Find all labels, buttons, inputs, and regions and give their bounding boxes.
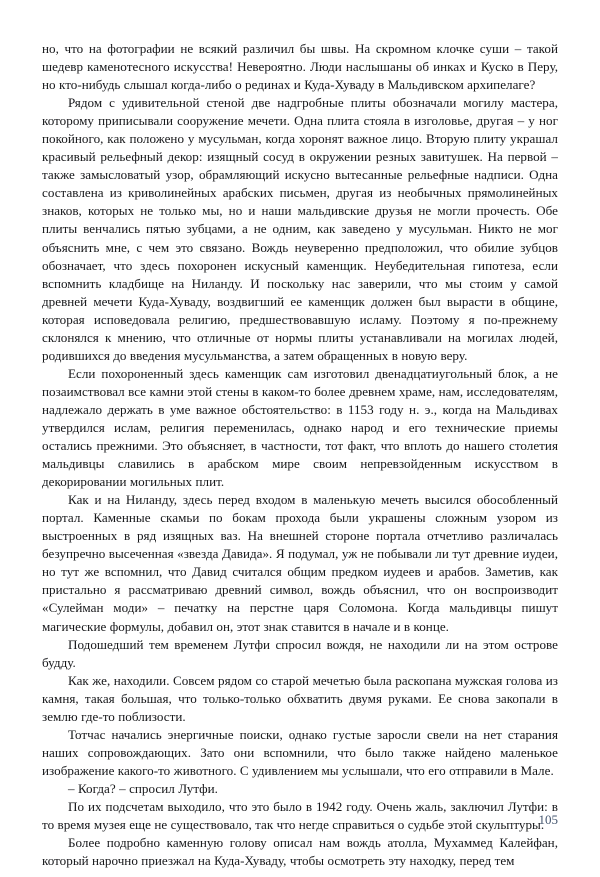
paragraph: Как же, находили. Совсем рядом со старой мечетью была раскопана мужская голова из камня, такая большая, что только-только обхватить двумя руками. Ее снова закопали в землю где-то поблизости.: [42, 672, 558, 724]
page-number: 105: [538, 812, 558, 827]
paragraph-dialogue: – Когда? – спросил Лутфи.: [68, 780, 218, 796]
paragraph: Рядом с удивительной стеной две надгробные плиты обозначали могилу мастера, которому приписывали сооружение мечети. Одна плита стояла в изголовье, другая – у ног покойного, как положено у мусульман, когда хоронят важное лицо. Вторую плиту украшал красивый рельефный декор: изящный сосуд в окружении резных завитушек. На первой – также замысловатый узор, обрамляющий искусно вытесанные рельефные надписи. Одна составлена из криволинейных арабских письмен, другая из необычных прямолинейных знаков, которых не только мы, но и наши мальдивские друзья не могли прочесть. Обе плиты венчались пятью зубцами, а не одним, как заведено у мусульман. Никто не мог объяснить мне, с чем это связано. Вождь неуверенно предположил, что обилие зубцов обозначает, что здесь похоронен искусный каменщик. Неубедительная гипотеза, если вспомнить кладбище на Ниланду. И поскольку нас заверили, что мы стоим у самой древней мечети Куда-Хуваду, воздвигший ее каменщик должен был вырасти в общине, которая исповедовала религию, предшествовавшую исламу. Поэтому я по-прежнему склонялся к мнению, что отличные от нормы плиты устанавливали на могилах людей, родившихся до введения мусульманства, а затем обращенных в новую веру.: [42, 95, 558, 363]
paragraph: По их подсчетам выходило, что это было в 1942 году. Очень жаль, заключил Лутфи: в то время музея еще не существовало, так что негде справиться о судьбе этой скульптуры.: [42, 798, 558, 833]
paragraph: Более подробно каменную голову описал нам вождь атолла, Мухаммед Калейфан, который нарочно приезжал на Куда-Хуваду, чтобы осмотреть эту находку, перед тем: [42, 835, 558, 869]
page-text-block: [42, 40, 558, 870]
paragraph-continuation: но, что на фотографии не всякий различил бы швы. На скромном клочке суши – такой шедевр каменотесного искусства! Невероятно. Люди наслышаны об инках и Куско в Перу, но кто-нибудь слышал когда-либо о рединах и Куда-Хуваду в Мальдивском архипелаге?: [42, 41, 558, 93]
paragraph: Тотчас начались энергичные поиски, однако густые заросли свели на нет старания наших сопровождающих. Зато они вспомнили, что было также найдено маленькое изображение какого-то животного. С удивлением мы услышали, что его отправили в Мале.: [42, 726, 558, 778]
paragraph: Если похороненный здесь каменщик сам изготовил двенадцатиугольный блок, а не позаимствовал все камни этой стены в каком-то более древнем храме, нам, исследователям, надлежало держать в уме важное обстоятельство: в 1153 году н. э., когда на Мальдивах утвердился ислам, религия переменилась, однако народ и его технические приемы остались прежними. Это объясняет, в частности, тот факт, что вплоть до нашего столетия мальдивцы славились в арабском мире своим непревзойденным искусством в декорировании могильных плит.: [42, 365, 558, 490]
paragraph: Подошедший тем временем Лутфи спросил вождя, не находили ли на этом острове будду.: [42, 636, 558, 670]
paragraph: Как и на Ниланду, здесь перед входом в маленькую мечеть высился обособленный портал. Каменные скамьи по бокам прохода были украшены сложным узором из выстроенных в ряд изящных ваз. На внешней стороне портала отчетливо различалась безупречно высеченная «звезда Давида». Я подумал, уж не побывали ли тут древние иудеи, но тут же вспомнил, что Давид считался общим предком иудеев и арабов. Заметив, как пристально я рассматриваю древний символ, вождь объяснил, что он воспроизводит «Сулейман моди» – печатку на перстне царя Соломона. Когда мальдивцы пишут магические формулы, добавил он, этот знак ставится в начале и в конце.: [42, 492, 558, 634]
